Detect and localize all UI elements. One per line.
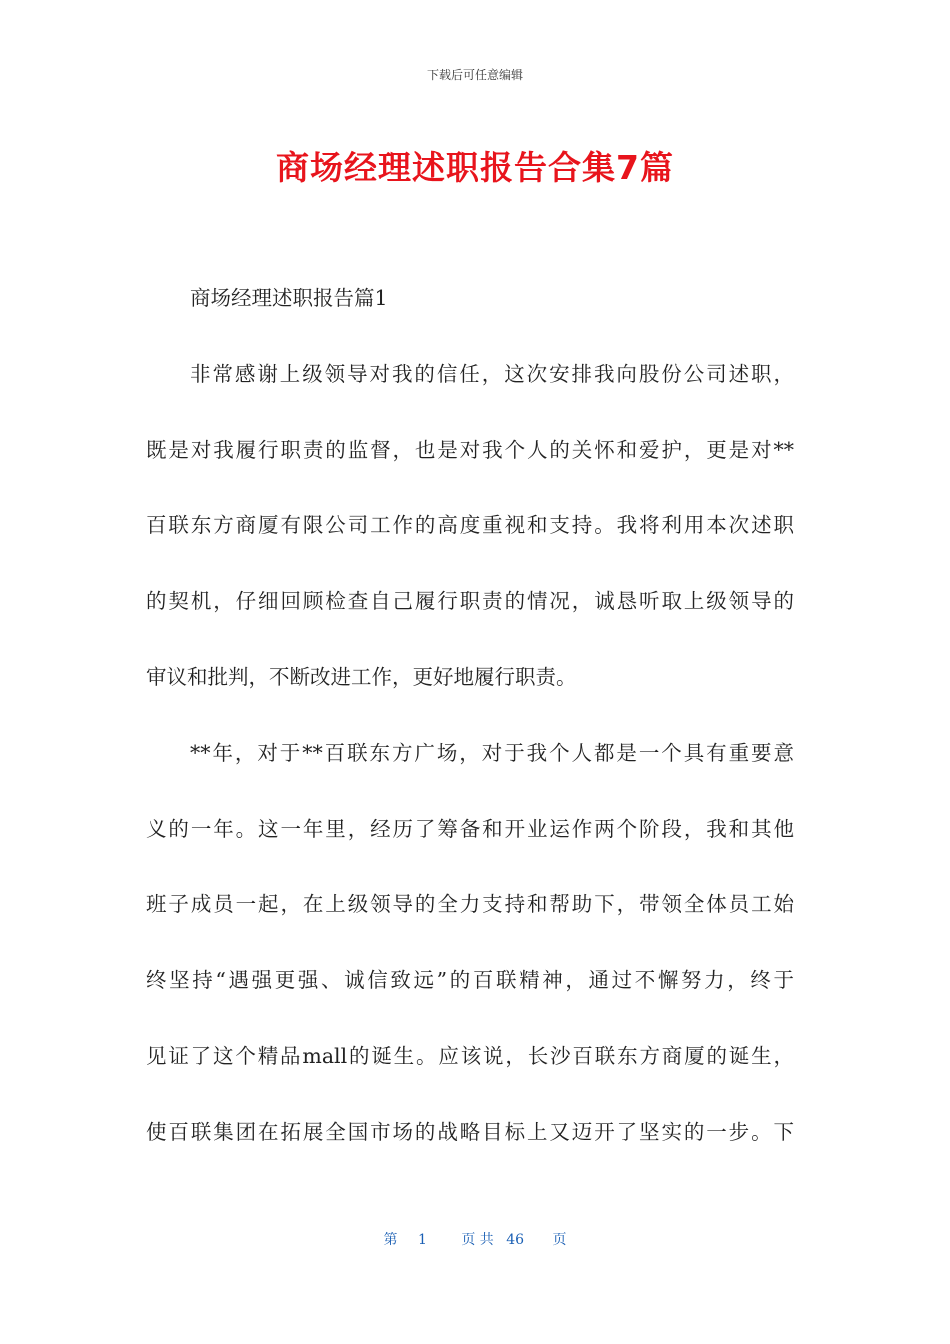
paragraph-line: 使百联集团在拓展全国市场的战略目标上又迈开了坚实的一步。下	[146, 1119, 794, 1144]
footer-page-suffix: 页	[552, 1232, 567, 1248]
footer-page-mid: 页 共	[461, 1232, 494, 1248]
footer-page-prefix: 第	[383, 1232, 398, 1248]
paragraph-line: 的契机，仔细回顾检查自己履行职责的情况，诚恳听取上级领导的	[146, 589, 794, 614]
paragraph-line: **年，对于**百联东方广场，对于我个人都是一个具有重要意	[190, 740, 794, 765]
header-note: 下载后可任意编辑	[426, 68, 523, 82]
paragraph-line: 既是对我履行职责的监督，也是对我个人的关怀和爱护，更是对**	[146, 437, 794, 462]
footer-total-pages: 46	[506, 1232, 525, 1248]
paragraph-line: 审议和批判，不断改进工作，更好地履行职责。	[146, 664, 577, 689]
page-footer	[0, 1229, 950, 1249]
paragraph-line: 非常感谢上级领导对我的信任，这次安排我向股份公司述职，	[190, 361, 794, 386]
paragraph-line: 终坚持“遇强更强、诚信致远”的百联精神，通过不懈努力，终于	[146, 968, 794, 993]
paragraph-line: 见证了这个精品mall的诞生。应该说，长沙百联东方商厦的诞生，	[146, 1043, 794, 1068]
document-body	[146, 282, 794, 1192]
paragraph-line: 义的一年。这一年里，经历了筹备和开业运作两个阶段，我和其他	[146, 816, 794, 841]
document-title: 商场经理述职报告合集7篇	[276, 148, 674, 187]
section-heading: 商场经理述职报告篇1	[190, 286, 388, 310]
paragraph-line: 百联东方商厦有限公司工作的高度重视和支持。我将利用本次述职	[146, 513, 794, 538]
paragraph-line: 班子成员一起，在上级领导的全力支持和帮助下，带领全体员工始	[146, 892, 794, 917]
footer-current-page: 1	[417, 1232, 427, 1248]
